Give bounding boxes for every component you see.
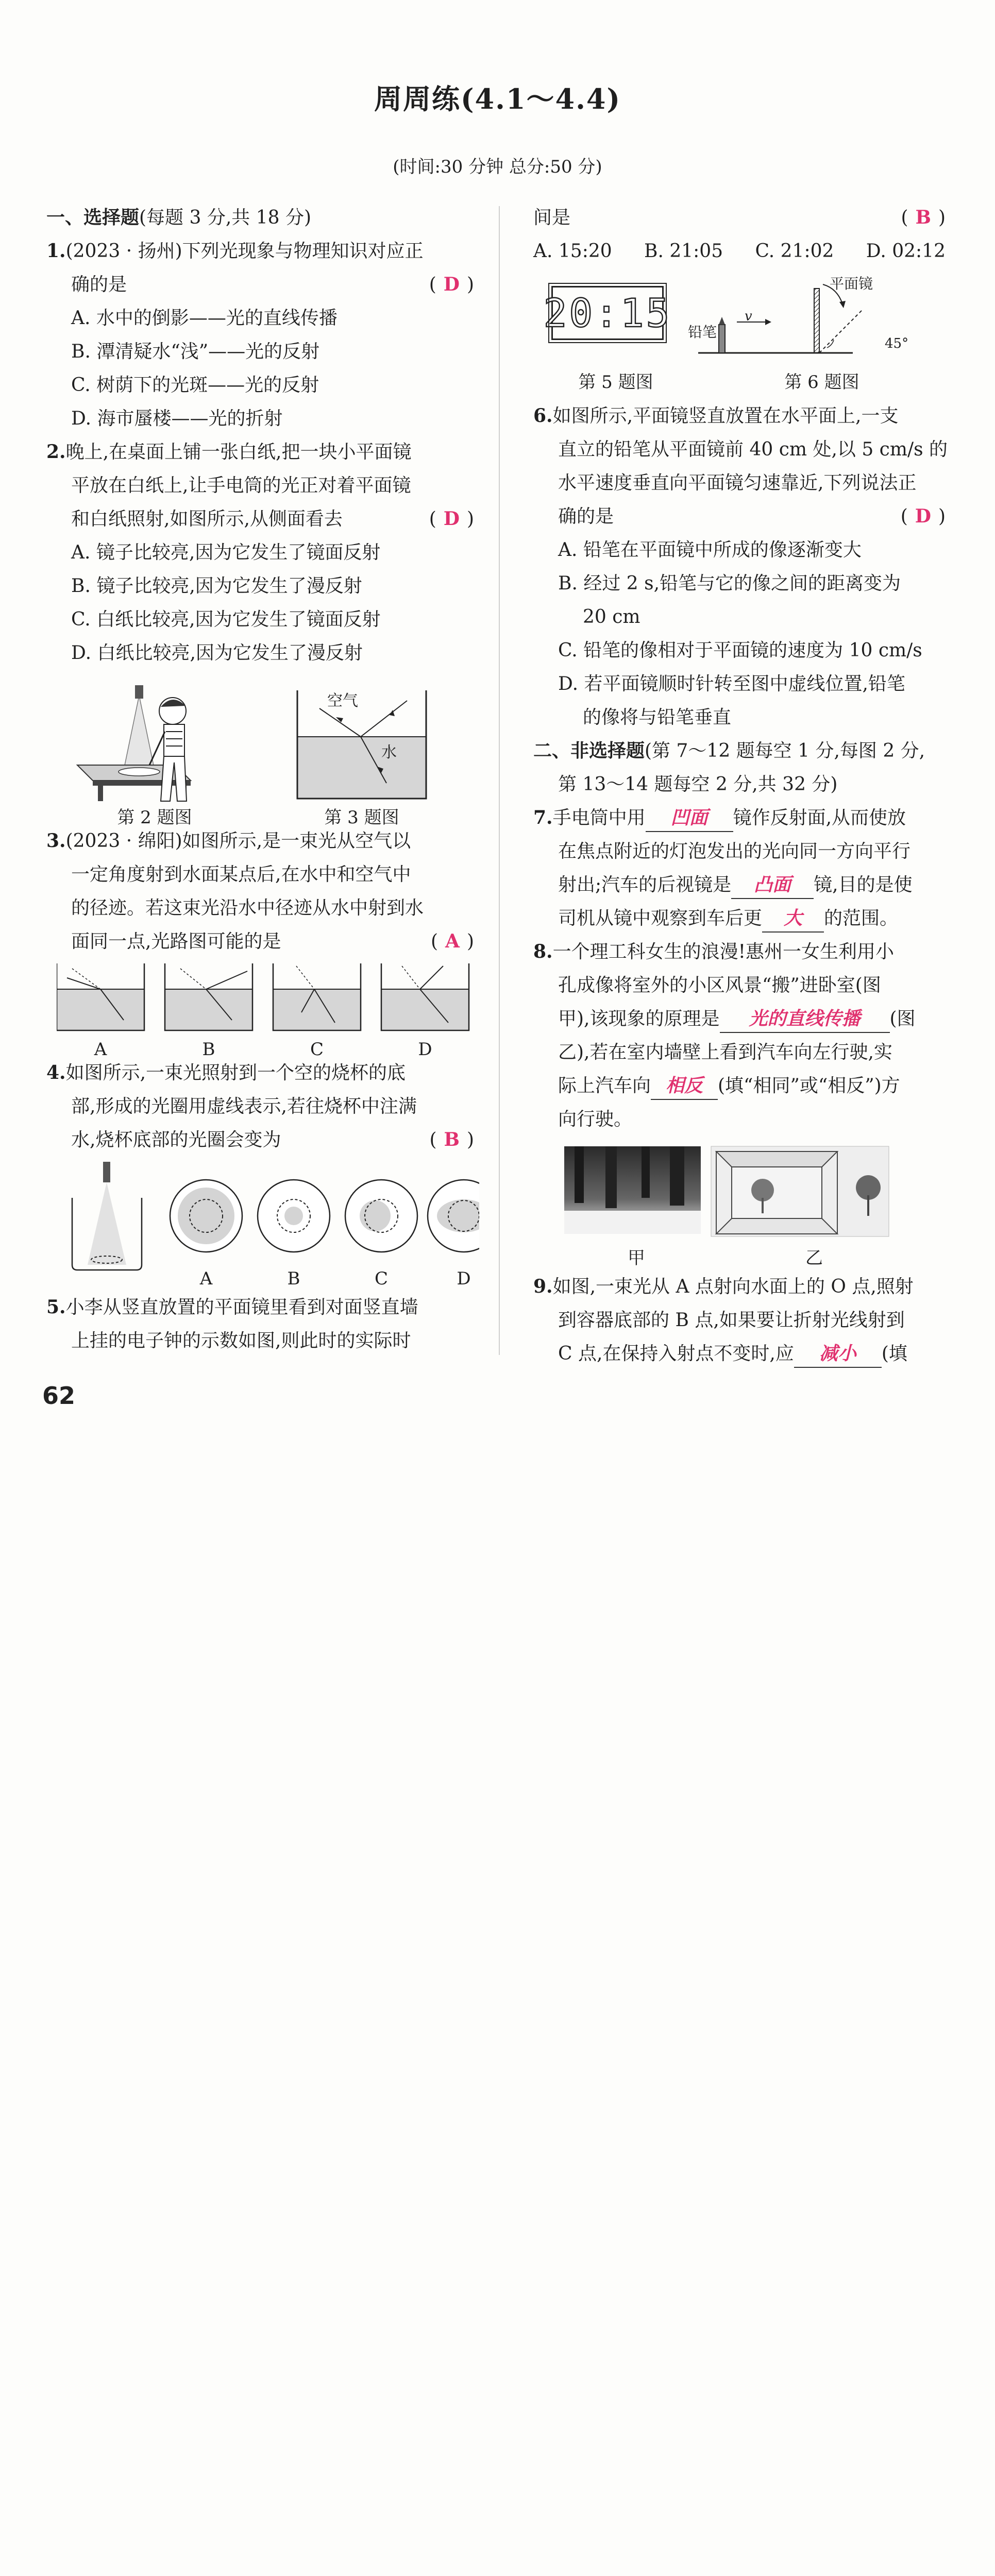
q7-text6: 的范围。	[824, 908, 899, 929]
q5-answer-value: B	[915, 207, 931, 228]
q8-blank1: 光的直线传播	[720, 1005, 890, 1033]
q8-text4: 际上汽车向	[558, 1075, 651, 1096]
q7-text4: 镜,目的是使	[814, 874, 913, 895]
q6-option-d: D. 若平面镜顺时针转至图中虚线位置,铅笔	[558, 673, 905, 694]
q8-caption-b: 乙	[805, 1248, 823, 1268]
q8-line3	[533, 1002, 946, 1036]
section2-heading	[533, 734, 946, 768]
q5-line2: 上挂的电子钟的示数如图,则此时的实际时	[71, 1330, 411, 1351]
q4-line2: 部,形成的光圈用虚线表示,若往烧杯中注满	[71, 1096, 417, 1117]
q8-line6: 向行驶。	[558, 1109, 633, 1130]
q4-label-c: C	[374, 1268, 388, 1289]
q7-text5: 司机从镜中观察到车后更	[558, 908, 763, 929]
q6-option-d-cont: 的像将与铅笔垂直	[583, 707, 732, 728]
q9-line3	[533, 1337, 946, 1370]
page-subtitle: (时间:30 分钟 总分:50 分)	[393, 157, 602, 177]
q7-line2: 在焦点附近的灯泡发出的光向同一方向平行	[558, 841, 911, 862]
q2-answer: ( D )	[429, 508, 474, 530]
fig2-caption: 第 2 题图	[117, 807, 192, 828]
fig5-clock	[543, 286, 672, 340]
q5-option-b: B. 21:05	[644, 241, 723, 262]
q1-answer-value: D	[443, 274, 460, 295]
q9-text2: C 点,在保持入射点不变时,应	[558, 1343, 794, 1364]
q2-option-d: D. 白纸比较亮,因为它发生了漫反射	[71, 642, 363, 664]
q4-answer-value: B	[444, 1129, 460, 1150]
q4-line1	[46, 1056, 474, 1090]
q6-line1	[533, 399, 946, 433]
figures-2-3	[46, 670, 474, 828]
q2-line2: 平放在白纸上,让手电筒的光正对着平面镜	[71, 475, 411, 496]
fig3-caption: 第 3 题图	[324, 807, 399, 828]
q7-number: 7.	[533, 807, 553, 828]
q6-option-b: B. 经过 2 s,铅笔与它的像之间的距离变为	[558, 573, 901, 594]
q3-text4: 面同一点,光路图可能的是	[71, 931, 281, 952]
q3-options-figure	[46, 958, 474, 1060]
q7-text3: 射出;汽车的后视镜是	[558, 874, 732, 895]
q8-line5	[533, 1069, 946, 1103]
q3-line2: 一定角度射到水面某点后,在水中和空气中	[71, 864, 411, 885]
q6-answer-value: D	[915, 505, 931, 527]
q6-option-a: A. 铅笔在平面镜中所成的像逐渐变大	[558, 539, 862, 561]
fig3-air-label: 空气	[327, 692, 358, 710]
q8-text5: (填“相同”或“相反”)方	[718, 1075, 900, 1096]
q5-option-a: A. 15:20	[533, 241, 612, 262]
q1-answer: ( D )	[429, 274, 474, 295]
q9-line2: 到容器底部的 B 点,如果要让折射光线射到	[558, 1310, 905, 1331]
fig5-caption: 第 5 题图	[578, 372, 653, 393]
q6-option-c: C. 铅笔的像相对于平面镜的速度为 10 cm/s	[558, 640, 922, 661]
q5-line1	[46, 1291, 474, 1324]
q3-label-b: B	[202, 1039, 215, 1060]
q2-text: 晚上,在桌面上铺一张白纸,把一块小平面镜	[65, 442, 412, 463]
q6-line4	[533, 500, 946, 533]
fig6-pencil-label: 铅笔	[688, 324, 717, 341]
q9-blank1: 减小	[794, 1340, 882, 1368]
q5-options	[533, 234, 946, 268]
q4-figure	[46, 1157, 474, 1291]
q6-line2: 直立的铅笔从平面镜前 40 cm 处,以 5 cm/s 的	[558, 439, 948, 460]
section2-note1: (第 7～12 题每空 1 分,每图 2 分,	[645, 740, 925, 761]
left-column	[46, 201, 474, 1358]
q1-option-d: D. 海市蜃楼——光的折射	[71, 408, 283, 429]
section1-note: (每题 3 分,共 18 分)	[139, 207, 312, 228]
right-column	[533, 201, 946, 1370]
q8-photos	[533, 1136, 946, 1270]
q3-line4	[46, 925, 474, 958]
fig2-illustration	[46, 680, 474, 804]
q4-text3: 水,烧杯底部的光圈会变为	[71, 1129, 281, 1150]
fig3-water-label: 水	[381, 743, 397, 761]
page-title: 周周练(4.1～4.4)	[374, 82, 621, 115]
q7-text2: 镜作反射面,从而使放	[733, 807, 906, 828]
q5-answer: ( B )	[901, 207, 946, 228]
q4-line3	[46, 1123, 474, 1157]
fig6-mirror-label: 平面镜	[830, 275, 873, 292]
q3-text: (2023 · 绵阳)如图所示,是一束光从空气以	[65, 831, 411, 852]
section1-heading	[46, 201, 474, 234]
q7-text1: 手电筒中用	[552, 807, 646, 828]
q6-line3: 水平速度垂直向平面镜匀速靠近,下列说法正	[558, 472, 917, 494]
fig6-caption: 第 6 题图	[784, 372, 859, 393]
q7-blank3: 大	[762, 905, 824, 933]
q6-number: 6.	[533, 405, 553, 427]
q3-line1	[46, 824, 474, 858]
page-number: 62	[42, 1382, 76, 1410]
q8-line4: 乙),若在室内墙壁上看到汽车向左行驶,实	[558, 1042, 892, 1063]
q9-text1: 如图,一束光从 A 点射向水面上的 O 点,照射	[552, 1276, 914, 1297]
q8-number: 8.	[533, 941, 553, 962]
q4-beaker-and-circles	[52, 1162, 479, 1275]
q8-text1: 一个理工科女生的浪漫!惠州一女生利用小	[552, 941, 895, 962]
q2-number: 2.	[46, 441, 66, 463]
q3-light-paths	[57, 963, 484, 1036]
q7-blank1: 凹面	[646, 804, 733, 832]
q9-text3: (填	[881, 1343, 907, 1364]
q3-label-a: A	[94, 1039, 107, 1060]
q2-option-b: B. 镜子比较亮,因为它发生了漫反射	[71, 575, 362, 597]
q7-line3	[533, 868, 946, 902]
q4-label-a: A	[199, 1268, 213, 1289]
q3-label-d: D	[418, 1039, 432, 1060]
q5-text: 小李从竖直放置的平面镜里看到对面竖直墙	[65, 1297, 418, 1318]
q7-line4	[533, 902, 946, 935]
q1-number: 1.	[46, 240, 66, 262]
q6-text: 如图所示,平面镜竖直放置在水平面上,一支	[552, 405, 899, 427]
q2-answer-value: D	[443, 508, 460, 530]
fig5-clock-digits: 20:15	[543, 290, 672, 336]
q2-option-a: A. 镜子比较亮,因为它发生了镜面反射	[71, 542, 381, 563]
q5-number: 5.	[46, 1296, 66, 1318]
q3-label-c: C	[310, 1039, 324, 1060]
q1-text2: 确的是	[71, 274, 127, 295]
q8-text2: 甲),该现象的原理是	[558, 1008, 720, 1029]
q8-line2: 孔成像将室外的小区风景“搬”进卧室(图	[558, 975, 881, 996]
fig6-angle-label: 45°	[885, 336, 909, 351]
q6-option-b-cont: 20 cm	[583, 606, 640, 628]
section2-label: 二、非选择题	[533, 740, 645, 761]
column-divider	[499, 206, 500, 1355]
q4-answer: ( B )	[429, 1129, 474, 1150]
section2-note2: 第 13～14 题每空 2 分,共 32 分)	[558, 774, 838, 795]
q5-text3: 间是	[533, 207, 571, 228]
q8-blank2: 相反	[651, 1072, 718, 1100]
q1-line1	[46, 234, 474, 268]
q5-line3	[533, 201, 946, 234]
q2-line3	[46, 502, 474, 536]
q3-answer: ( A )	[430, 930, 474, 952]
q1-option-b: B. 潭清疑水“浅”——光的反射	[71, 341, 320, 362]
q5-option-d: D. 02:12	[866, 241, 946, 262]
q8-photo-images	[559, 1141, 971, 1244]
q8-text3: (图	[889, 1008, 916, 1029]
q5-option-c: C. 21:02	[755, 241, 834, 262]
q9-number: 9.	[533, 1276, 553, 1297]
q9-line1	[533, 1270, 946, 1303]
q4-label-d: D	[457, 1268, 471, 1289]
q3-number: 3.	[46, 830, 66, 852]
q1-option-c: C. 树荫下的光斑——光的反射	[71, 375, 319, 396]
q3-line3: 的径迹。若这束光沿水中径迹从水中射到水	[71, 897, 424, 919]
fig6-velocity-label: v	[745, 309, 752, 324]
q2-text3: 和白纸照射,如图所示,从侧面看去	[71, 509, 343, 530]
q6-text4: 确的是	[558, 506, 614, 527]
q3-answer-value: A	[445, 930, 460, 952]
q8-caption-a: 甲	[628, 1248, 645, 1268]
figures-5-6	[533, 268, 946, 399]
q8-line1	[533, 935, 946, 969]
q6-answer: ( D )	[900, 505, 946, 527]
q4-number: 4.	[46, 1062, 66, 1083]
q2-line1	[46, 435, 474, 469]
q1-option-a: A. 水中的倒影——光的直线传播	[71, 308, 338, 329]
q1-line2	[46, 268, 474, 301]
q2-option-c: C. 白纸比较亮,因为它发生了镜面反射	[71, 609, 381, 630]
section1-label: 一、选择题	[46, 207, 140, 228]
q7-line1	[533, 801, 946, 835]
q7-blank2: 凸面	[731, 871, 814, 899]
q4-label-b: B	[287, 1268, 300, 1289]
fig3-refraction	[297, 690, 426, 799]
q4-text: 如图所示,一束光照射到一个空的烧杯的底	[65, 1062, 406, 1083]
q1-text: (2023 · 扬州)下列光现象与物理知识对应正	[65, 241, 424, 262]
